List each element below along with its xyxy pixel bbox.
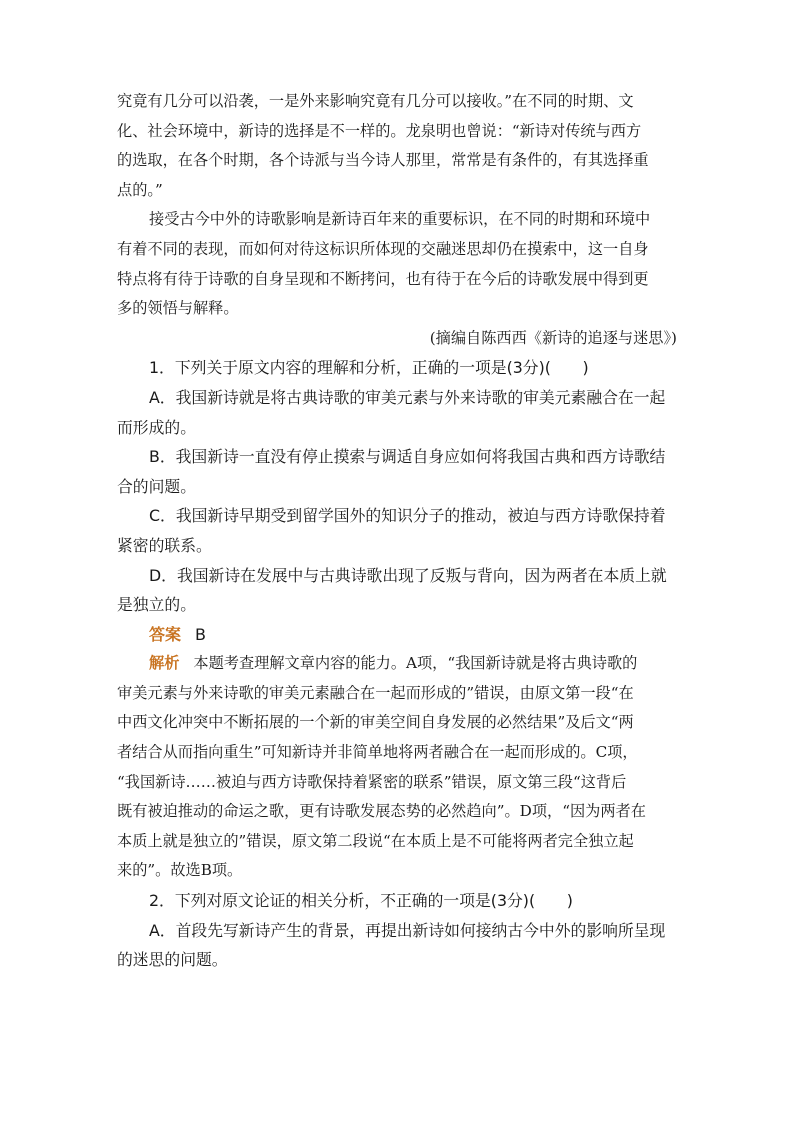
passage-source: (摘编自陈西西《新诗的追逐与迷思》) — [429, 328, 677, 347]
analysis-text: 本题考查理解文章内容的能力。A项，“我国新诗就是将古典诗歌的 — [193, 654, 638, 673]
analysis-label: 解析 — [149, 654, 180, 673]
question-1-option-b: B．我国新诗一直没有停止摸索与调适自身应如何将我国古典和西方诗歌结 — [149, 447, 666, 467]
page-content — [117, 87, 677, 975]
passage-paragraph-line: 有着不同的表现，而如何对待这标识所体现的交融迷思却仍在摸索中，这一自身 — [117, 239, 649, 258]
passage-line: 究竟有几分可以沿袭，一是外来影响究竟有几分可以接收。”在不同的时期、文 — [117, 92, 634, 110]
answer-value: B — [195, 624, 206, 644]
question-2-option-a: A．首段先写新诗产生的背景，再提出新诗如何接纳古今中外的影响所呈现 — [149, 920, 666, 940]
answer-row — [117, 620, 677, 650]
analysis-row — [117, 649, 677, 679]
answer-label: 答案 — [149, 624, 182, 644]
question-1-option-d: D．我国新诗在发展中与古典诗歌出现了反叛与背向，因为两者在本质上就 — [149, 565, 667, 585]
analysis-line: 本质上就是独立的”错误，原文第二段说“在本质上是不可能将两者完全独立起 — [117, 831, 634, 850]
analysis-line: 审美元素与外来诗歌的审美元素融合在一起而形成的”错误，由原文第一段“在 — [117, 683, 634, 702]
question-2-stem: 2．下列对原文论证的相关分析，不正确的一项是(3分)( ) — [149, 891, 573, 911]
question-1-option-c-cont: 紧密的联系。 — [117, 535, 212, 555]
passage-paragraph-line: 特点将有待于诗歌的自身呈现和不断拷问，也有待于在今后的诗歌发展中得到更 — [117, 269, 649, 288]
analysis-line: 来的”。故选B项。 — [117, 861, 243, 880]
question-1-option-a: A．我国新诗就是将古典诗歌的审美元素与外来诗歌的审美元素融合在一起 — [149, 387, 666, 407]
analysis-line: 者结合从而指向重生”可知新诗并非简单地将两者融合在一起而形成的。C项， — [117, 743, 638, 762]
passage-line: 点的。” — [117, 180, 163, 199]
analysis-line: 中西文化冲突中不断拓展的一个新的审美空间自身发展的必然结果”及后文“两 — [117, 713, 634, 732]
question-1-option-a-cont: 而形成的。 — [117, 417, 196, 437]
analysis-line: “我国新诗……被迫与西方诗歌保持着紧密的联系”错误，原文第三段“这背后 — [117, 772, 627, 791]
passage-paragraph-line: 接受古今中外的诗歌影响是新诗百年来的重要标识，在不同的时期和环境中 — [149, 210, 651, 229]
passage-line: 的选取，在各个时期，各个诗派与当今诗人那里，常常是有条件的，有其选择重 — [117, 151, 649, 170]
question-2-option-a-cont: 的迷思的问题。 — [117, 950, 228, 970]
analysis-line: 既有被迫推动的命运之歌，更有诗歌发展态势的必然趋向”。D项，“因为两者在 — [117, 802, 646, 821]
question-1-stem: 1．下列关于原文内容的理解和分析，正确的一项是(3分)( ) — [149, 358, 589, 378]
question-1-option-b-cont: 合的问题。 — [117, 476, 196, 496]
passage-line: 化、社会环境中，新诗的选择是不一样的。龙泉明也曾说：“新诗对传统与西方 — [117, 121, 642, 140]
passage-paragraph-line: 多的领悟与解释。 — [117, 299, 239, 318]
question-1-option-d-cont: 是独立的。 — [117, 595, 196, 615]
question-1-option-c: C．我国新诗早期受到留学国外的知识分子的推动，被迫与西方诗歌保持着 — [149, 506, 666, 526]
